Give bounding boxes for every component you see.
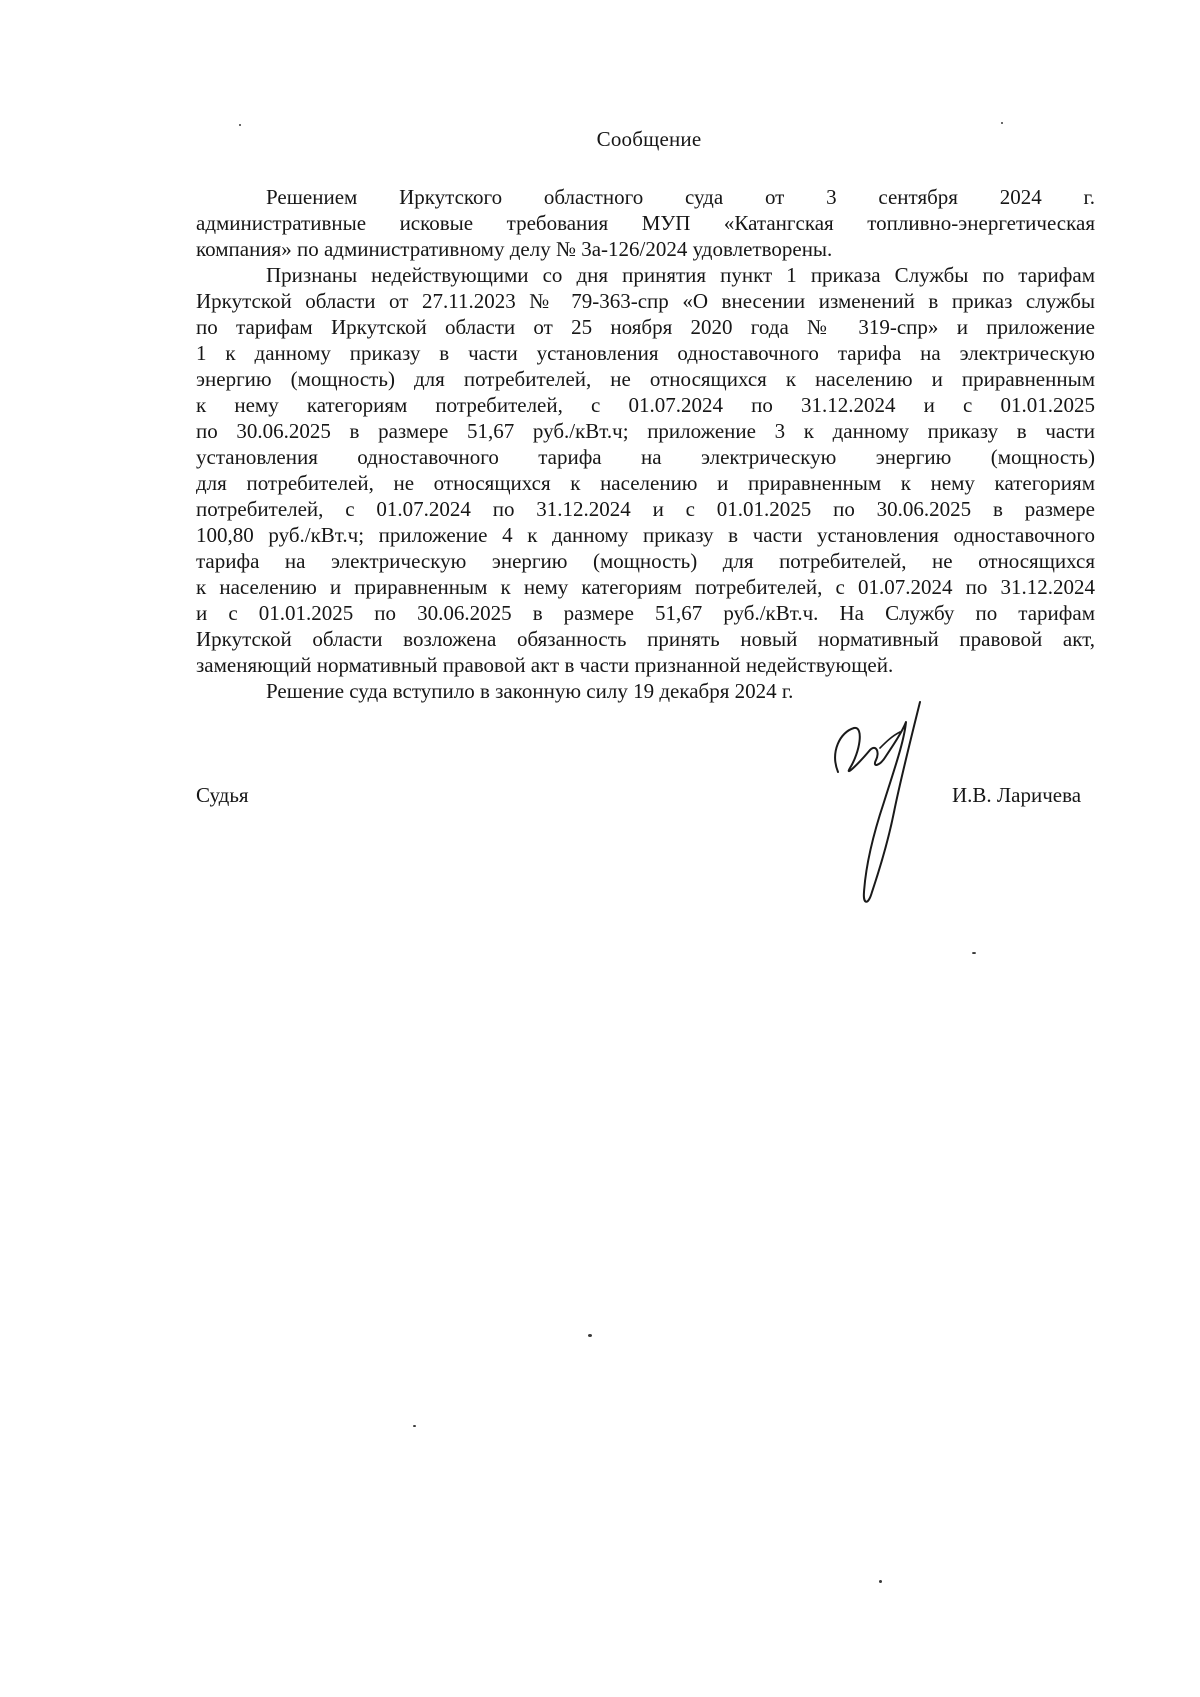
paragraph-2-line-4: 1 к данному приказу в части установления одноставочного тарифа на электрическую [196, 341, 1095, 365]
scan-speck [413, 1425, 416, 1427]
paragraph-2-line-8: установления одноставочного тарифа на электрическую энергию (мощность) [196, 445, 1095, 469]
paragraph-2-line-10: потребителей, с 01.07.2024 по 31.12.2024 и с 01.01.2025 по 30.06.2025 в размере [196, 497, 1095, 521]
scan-speck [588, 1334, 592, 1337]
judge-role: Судья [196, 783, 249, 807]
paragraph-2-line-2: Иркутской области от 27.11.2023 № 79-363-спр «О внесении изменений в приказ службы [196, 289, 1095, 313]
paragraph-2-line-7: по 30.06.2025 в размере 51,67 руб./кВт.ч; приложение 3 к данному приказу в части [196, 419, 1095, 443]
paragraph-2-line-13: к населению и приравненным к нему категориям потребителей, с 01.07.2024 по 31.12.2024 [196, 575, 1095, 599]
paragraph-2-line-11: 100,80 руб./кВт.ч; приложение 4 к данному приказу в части установления одноставочного [196, 523, 1095, 547]
paragraph-2-line-6: к нему категориям потребителей, с 01.07.2024 по 31.12.2024 и с 01.01.2025 [196, 393, 1095, 417]
scan-speck [239, 124, 241, 126]
paragraph-1-line-2: административные исковые требования МУП «Катангская топливно-энергетическая [196, 211, 1095, 235]
paragraph-2-line-1: Признаны недействующими со дня принятия пункт 1 приказа Службы по тарифам [266, 263, 1095, 287]
scan-speck [972, 952, 976, 954]
document-body [196, 184, 1095, 704]
paragraph-1-line-1: Решением Иркутского областного суда от 3 сентября 2024 г. [266, 185, 1095, 209]
scan-speck [1001, 122, 1003, 124]
paragraph-2-line-16: заменяющий нормативный правовой акт в части признанной недействующей. [196, 653, 894, 677]
paragraph-2-line-12: тарифа на электрическую энергию (мощность) для потребителей, не относящихся [196, 549, 1095, 573]
paragraph-2-line-9: для потребителей, не относящихся к населению и приравненным к нему категориям [196, 471, 1095, 495]
paragraph-2-line-5: энергию (мощность) для потребителей, не относящихся к населению и приравненным [196, 367, 1095, 391]
paragraph-2-line-15: Иркутской области возложена обязанность принять новый нормативный правовой акт, [196, 627, 1095, 651]
paragraph-2-line-14: и с 01.01.2025 по 30.06.2025 в размере 51,67 руб./кВт.ч. На Службу по тарифам [196, 601, 1095, 625]
handwritten-signature [820, 692, 940, 922]
judge-name: И.В. Ларичева [952, 783, 1082, 807]
document-title: Сообщение [596, 127, 702, 151]
scan-speck [879, 1580, 882, 1583]
paragraph-3-line-1: Решение суда вступило в законную силу 19 декабря 2024 г. [266, 679, 794, 703]
paragraph-2-line-3: по тарифам Иркутской области от 25 ноября 2020 года № 319-спр» и приложение [196, 315, 1095, 339]
paragraph-1-line-3: компания» по административному делу № 3а-126/2024 удовлетворены. [196, 237, 833, 261]
